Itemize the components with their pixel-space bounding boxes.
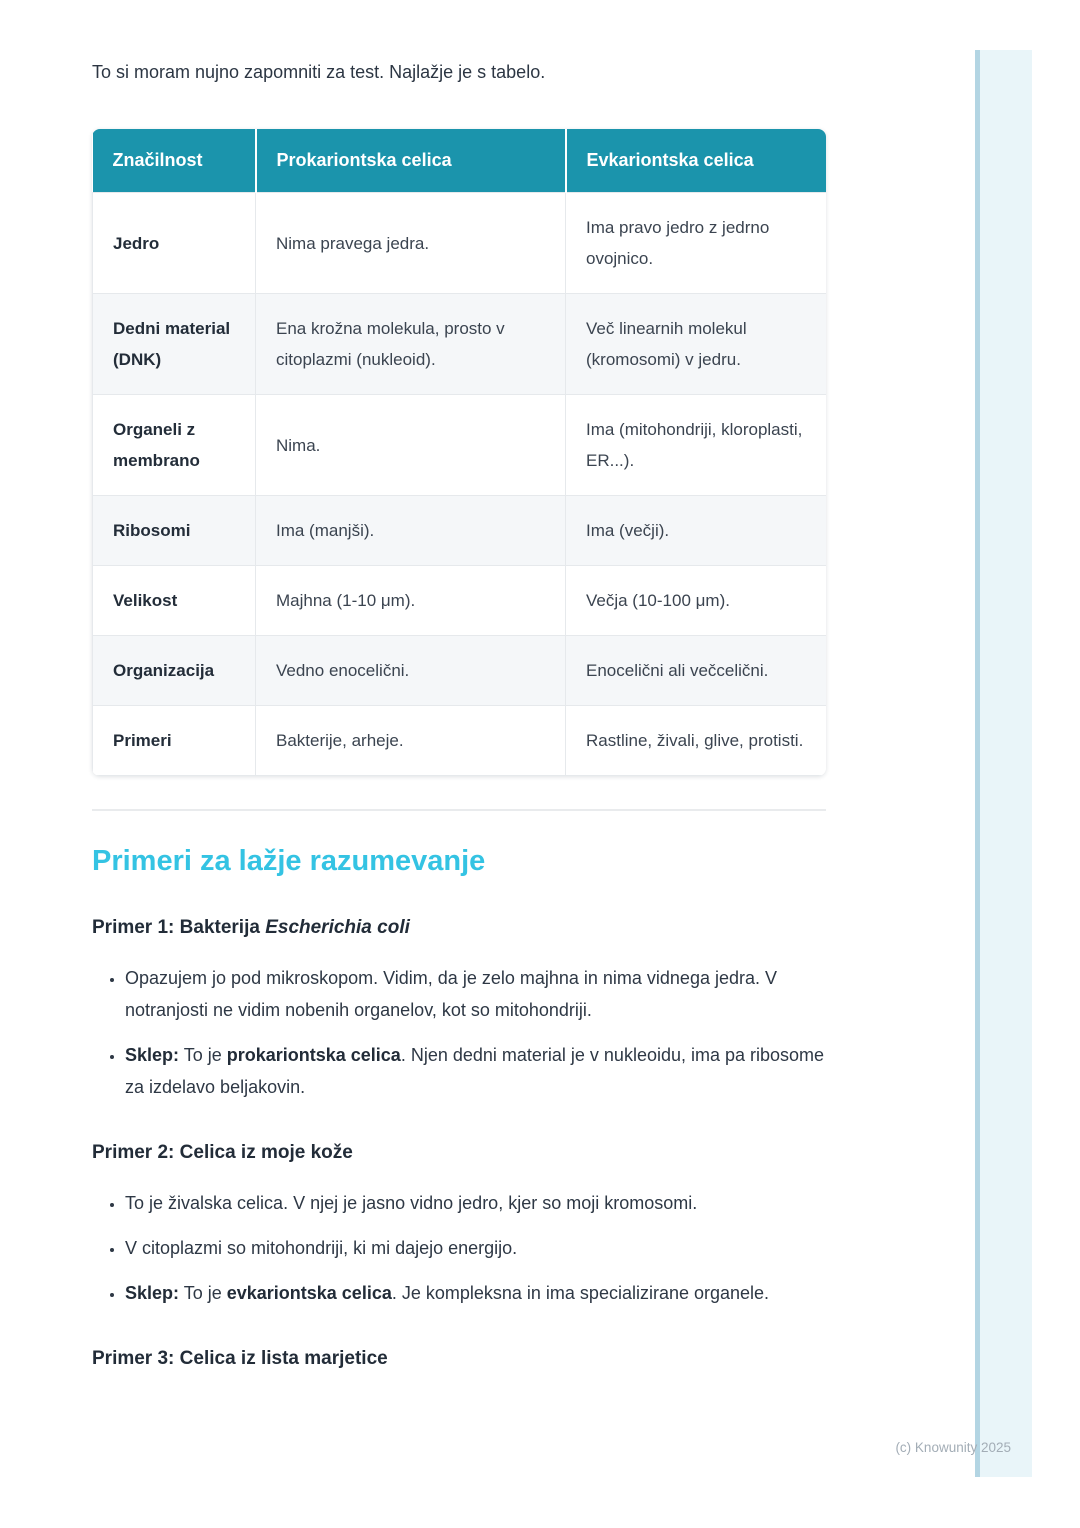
bullet-list — [92, 1187, 826, 1309]
comparison-table-wrapper — [92, 129, 826, 776]
row-label: Organizacija — [93, 636, 256, 706]
text-segment: To je — [179, 1045, 227, 1065]
primer-title-3 — [92, 1347, 826, 1371]
eukaryotic-cell: Več linearnih molekul (kromosomi) v jedru. — [566, 294, 827, 395]
row-label: Organeli z membrano — [93, 395, 256, 496]
copyright-watermark: (c) Knowunity 2025 — [895, 1440, 1011, 1455]
row-label: Primeri — [93, 706, 256, 776]
table-header-row — [93, 129, 827, 193]
table-header-cell-2: Evkariontska celica — [566, 129, 827, 193]
text-segment: . Je kompleksna in ima specializirane organele. — [391, 1283, 770, 1303]
row-label: Velikost — [93, 566, 256, 636]
section-heading: Primeri za lažje razumevanje — [92, 845, 486, 877]
prokaryotic-cell: Majhna (1-10 μm). — [256, 566, 566, 636]
bullet-item — [125, 1039, 826, 1103]
eukaryotic-cell: Ima pravo jedro z jedrno ovojnico. — [566, 193, 827, 294]
bullet-item — [125, 1232, 826, 1264]
table-row — [93, 496, 827, 566]
text-segment: Sklep: — [125, 1283, 180, 1303]
table-row — [93, 395, 827, 496]
eukaryotic-cell: Ima (mitohondriji, kloroplasti, ER...). — [566, 395, 827, 496]
prokaryotic-cell: Nima. — [256, 395, 566, 496]
table-row — [93, 193, 827, 294]
row-label: Dedni material (DNK) — [93, 294, 256, 395]
row-label: Jedro — [93, 193, 256, 294]
prokaryotic-cell: Ena krožna molekula, prosto v citoplazmi (nukleoid). — [256, 294, 566, 395]
text-segment: . Njen dedni material je v nukleoidu, ima pa ribosome za izdelavo beljakovin. — [125, 1045, 825, 1097]
text-segment: Opazujem jo pod mikroskopom. Vidim, da je zelo majhna in nima vidnega jedra. V notranjosti ne vidim nobenih organelov, kot so mitohondriji. — [125, 968, 777, 1020]
text-segment: V citoplazmi so mitohondriji, ki mi dajejo energijo. — [125, 1238, 518, 1258]
table-header-cell-1: Prokariontska celica — [256, 129, 566, 193]
text-segment: Sklep: — [125, 1045, 180, 1065]
row-label: Ribosomi — [93, 496, 256, 566]
eukaryotic-cell: Večja (10-100 μm). — [566, 566, 827, 636]
primer-title-2 — [92, 1141, 826, 1165]
text-segment: Primer 3: Celica iz lista marjetice — [92, 1348, 388, 1369]
section-divider — [92, 809, 826, 811]
text-segment: prokariontska celica — [226, 1045, 401, 1065]
text-segment: evkariontska celica — [226, 1283, 392, 1303]
document-content — [92, 60, 826, 1371]
examples-section — [92, 916, 826, 1371]
comparison-table — [92, 129, 826, 776]
bullet-item — [125, 1187, 826, 1219]
table-row — [93, 294, 827, 395]
bullet-item — [125, 962, 826, 1026]
text-segment: Primer 1: Bakterija — [92, 917, 266, 938]
bullet-item — [125, 1277, 826, 1309]
prokaryotic-cell: Ima (manjši). — [256, 496, 566, 566]
eukaryotic-cell: Ima (večji). — [566, 496, 827, 566]
prokaryotic-cell: Nima pravega jedra. — [256, 193, 566, 294]
page-edge-strip — [975, 50, 1032, 1477]
prokaryotic-cell: Bakterije, arheje. — [256, 706, 566, 776]
text-segment: To je — [179, 1283, 227, 1303]
table-row — [93, 566, 827, 636]
text-segment: To je živalska celica. V njej je jasno vidno jedro, kjer so moji kromosomi. — [125, 1193, 698, 1213]
table-row — [93, 636, 827, 706]
eukaryotic-cell: Enocelični ali večcelični. — [566, 636, 827, 706]
prokaryotic-cell: Vedno enocelični. — [256, 636, 566, 706]
text-segment: Primer 2: Celica iz moje kože — [92, 1142, 353, 1163]
primer-title-1 — [92, 916, 826, 940]
text-segment: Escherichia coli — [265, 917, 410, 938]
bullet-list — [92, 962, 826, 1103]
table-row — [93, 706, 827, 776]
table-header-cell-0: Značilnost — [93, 129, 256, 193]
eukaryotic-cell: Rastline, živali, glive, protisti. — [566, 706, 827, 776]
intro-paragraph: To si moram nujno zapomniti za test. Najlažje je s tabelo. — [92, 62, 546, 82]
